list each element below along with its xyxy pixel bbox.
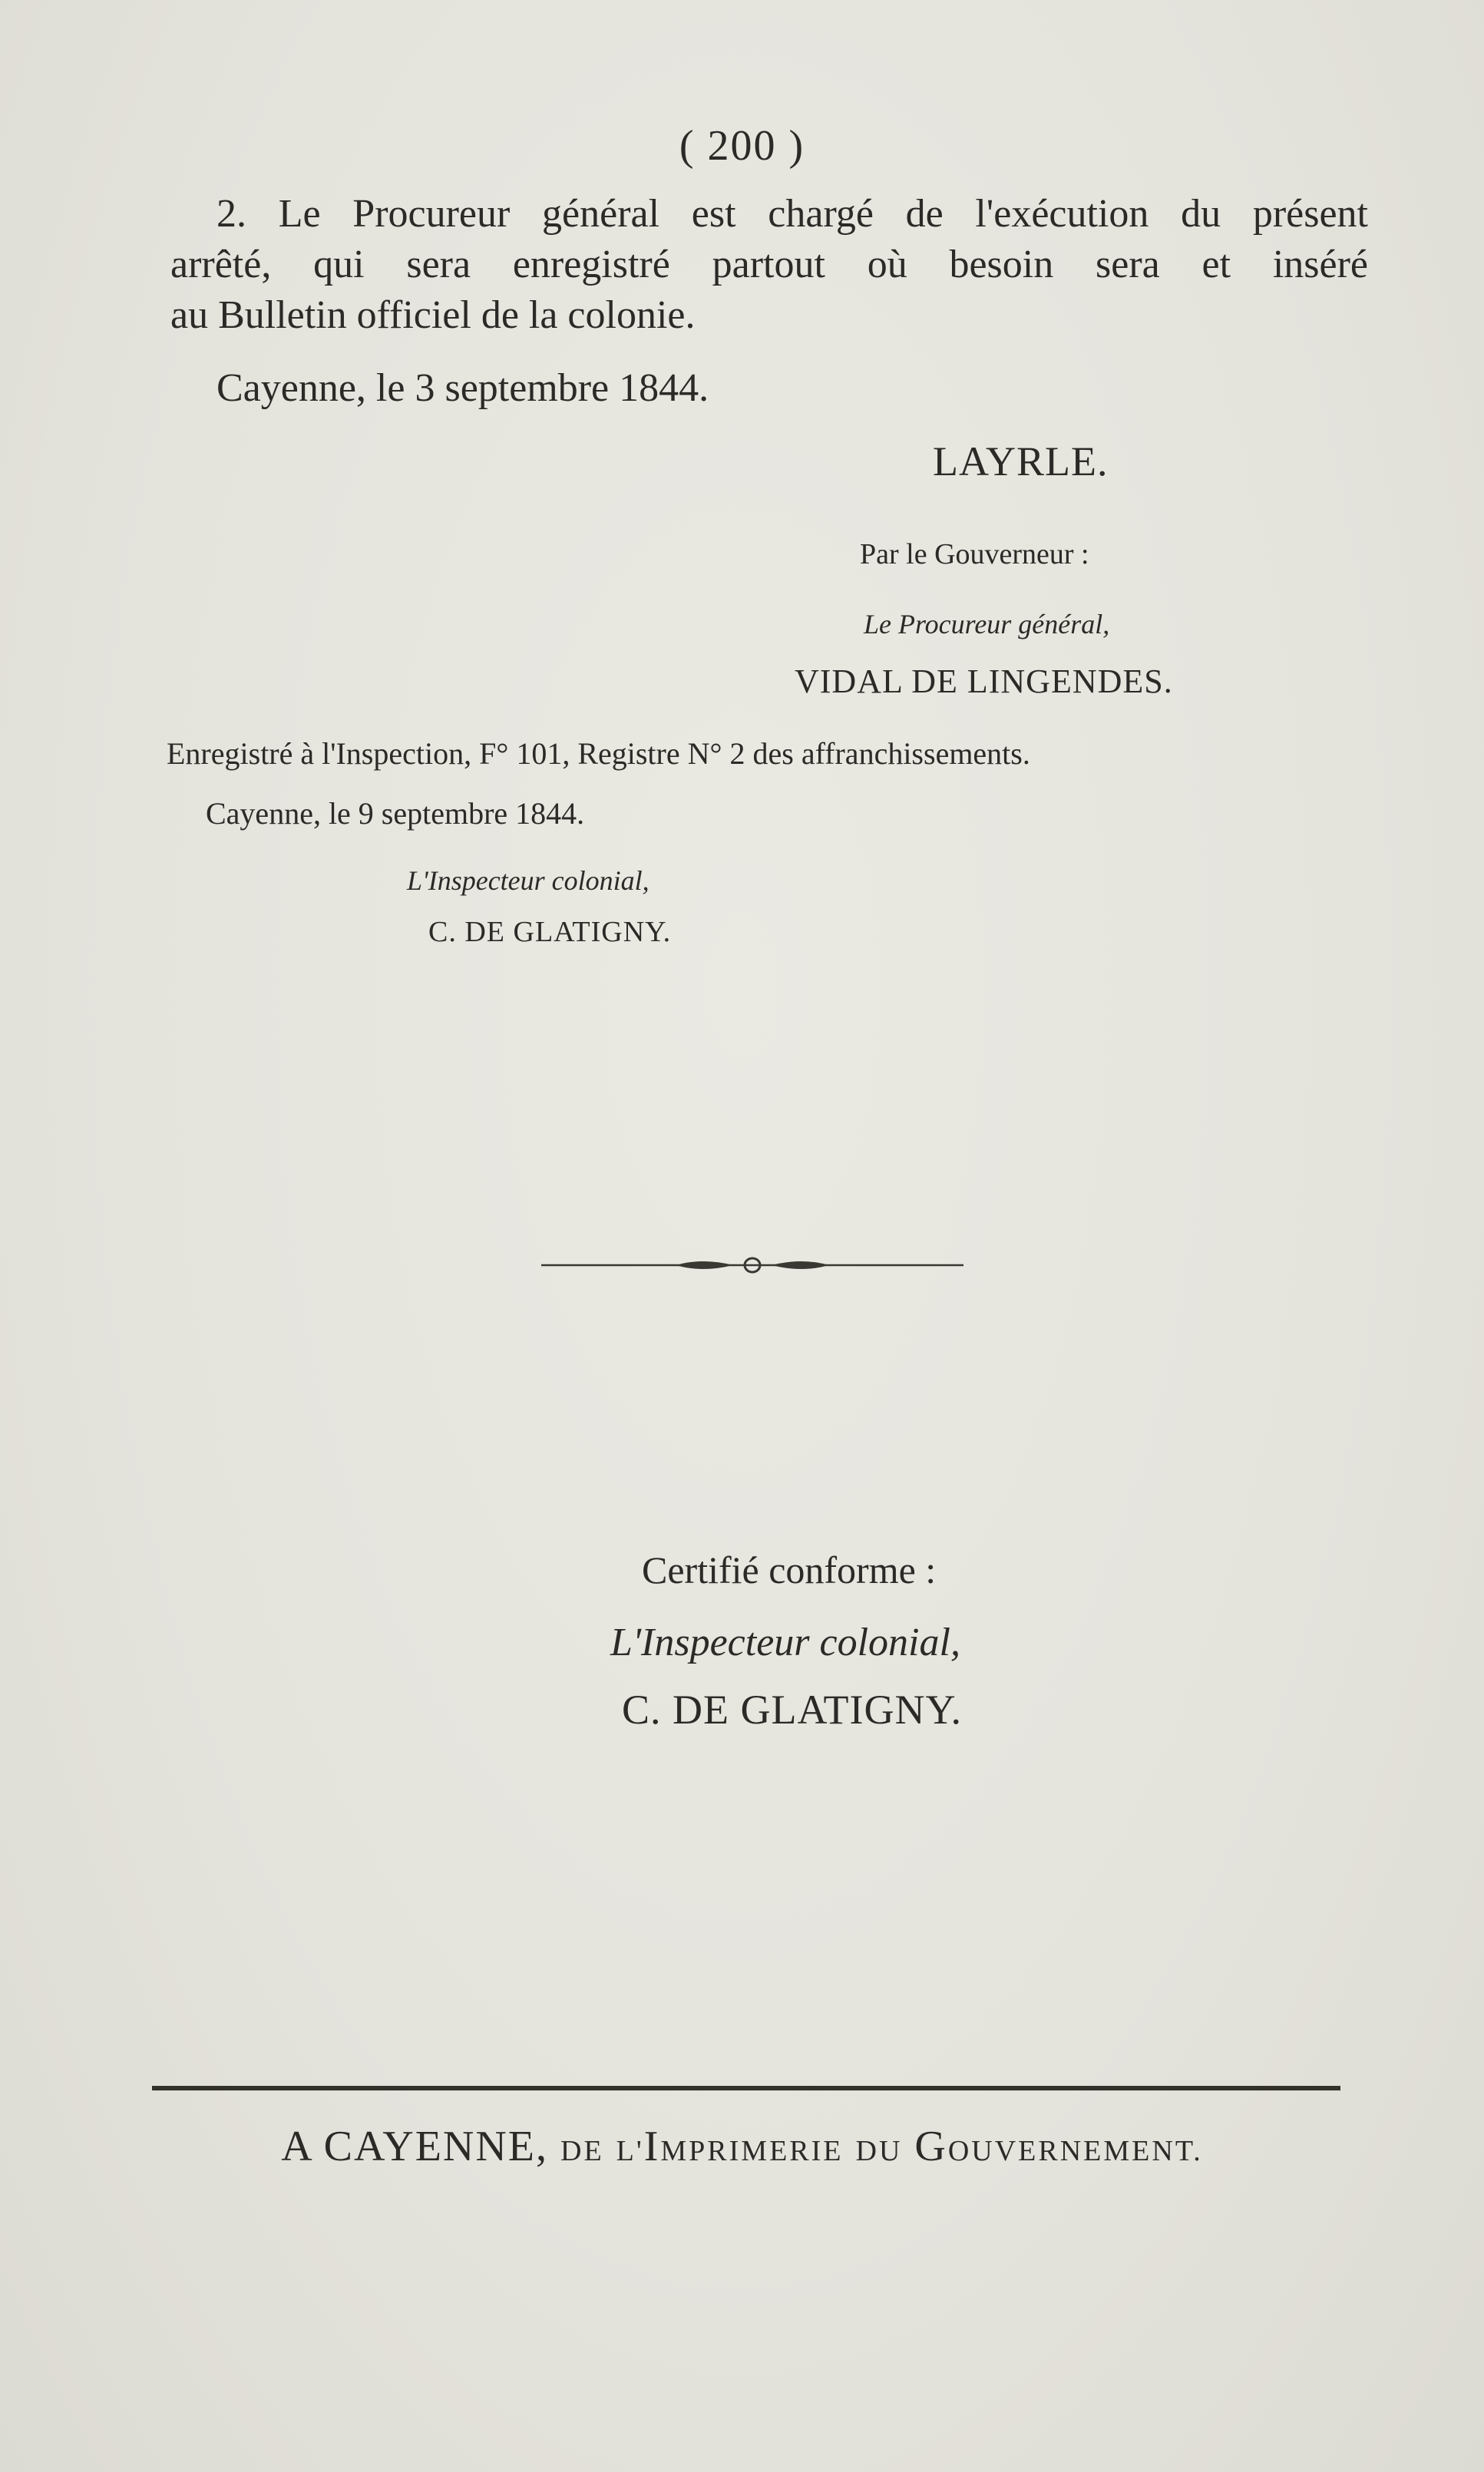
imprint-de: DE [560,2135,604,2167]
article-line: 2. Le Procureur général est chargé de l'exécution du présent [216,192,1368,236]
procureur-name: VIDAL DE LINGENDES. [795,663,1173,700]
imprint-imprimerie: L'IMPRIMERIE [616,2123,844,2170]
ornament-divider [537,1250,967,1281]
certification-title: L'Inspecteur colonial, [610,1621,960,1664]
signatory-name: LAYRLE. [933,438,1109,484]
imprint-place: A CAYENNE, [281,2123,548,2170]
article-line: au Bulletin officiel de la colonie. [170,293,696,337]
article-line: arrêté, qui sera enregistré partout où besoin sera et inséré [170,243,1368,286]
registration-note: Enregistré à l'Inspection, F° 101, Registre N° 2 des affranchissements. [167,736,1030,771]
inspecteur-title: L'Inspecteur colonial, [407,865,649,896]
par-le-gouverneur: Par le Gouverneur : [860,538,1089,570]
page-number: ( 200 ) [679,122,805,170]
article-paragraph [170,189,1368,341]
inspecteur-name: C. DE GLATIGNY. [428,916,672,948]
footer-rule [152,2085,1340,2091]
imprint-gouvernement: GOUVERNEMENT. [914,2123,1203,2170]
certification-name: C. DE GLATIGNY. [622,1687,962,1733]
imprint-du: DU [855,2135,903,2167]
procureur-title: Le Procureur général, [864,609,1110,639]
certification-label: Certifié conforme : [642,1548,937,1591]
registration-date: Cayenne, le 9 septembre 1844. [206,796,585,831]
imprint-line [0,2122,1484,2171]
signing-date: Cayenne, le 3 septembre 1844. [216,366,709,410]
